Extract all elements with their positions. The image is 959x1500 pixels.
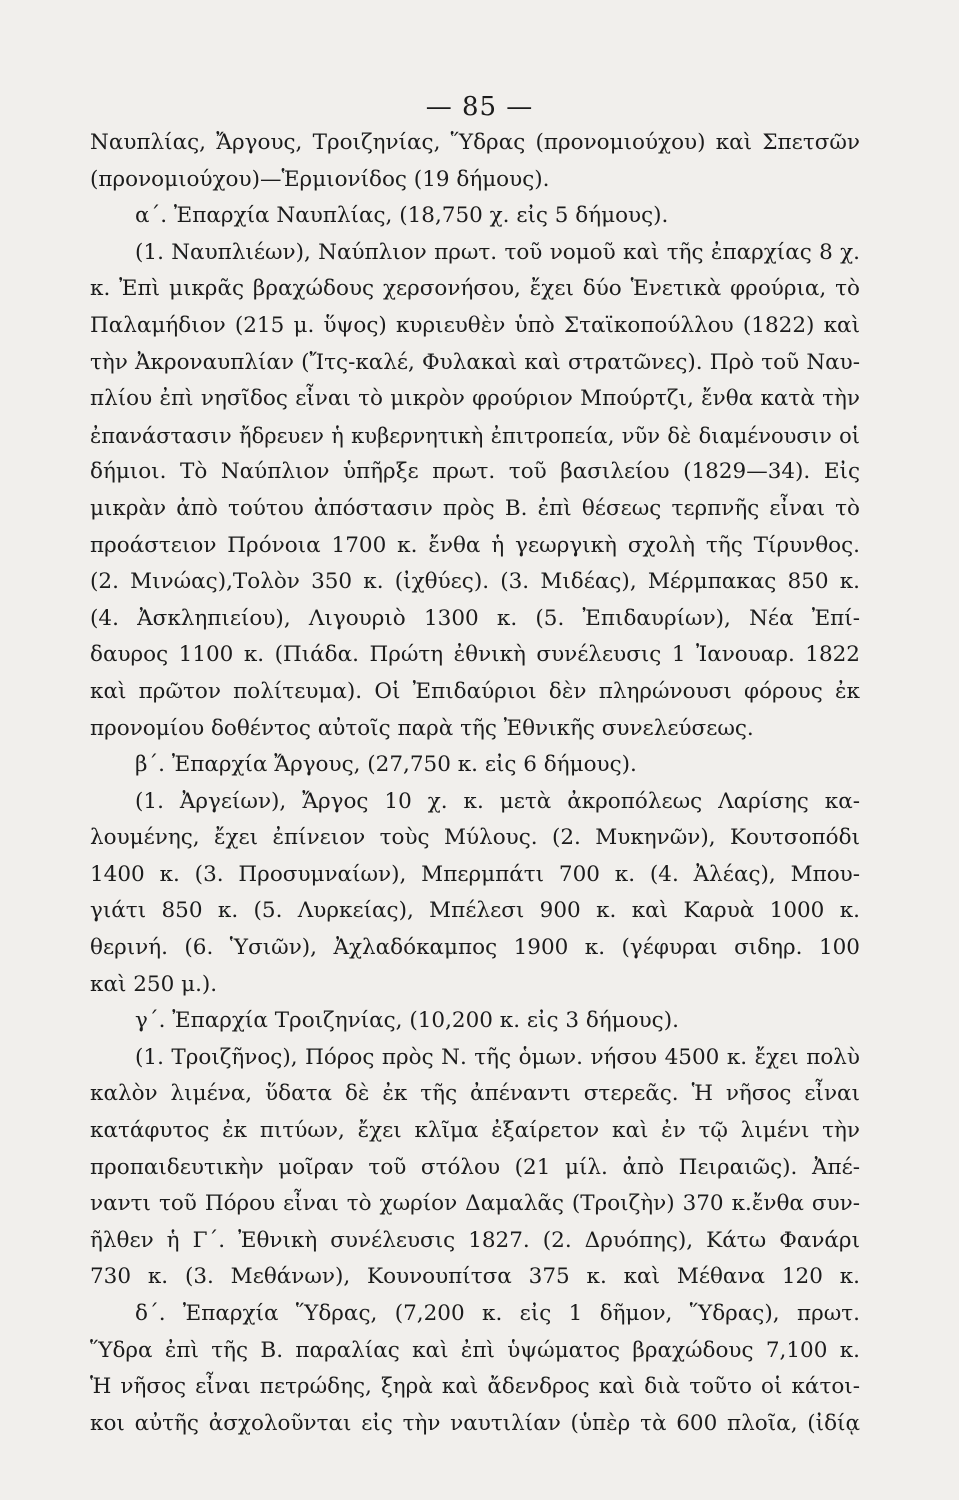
text-line: ἐπανάστασιν ἤδρευεν ἡ κυβερνητικὴ ἐπιτροπεία, νῦν δὲ διαμένουσιν οἱ [90,423,860,448]
text-line: προάστειον Πρόνοια 1700 κ. ἔνθα ἡ γεωργικὴ σχολὴ τῆς Τίρυνθος. [90,532,860,558]
text-line: καὶ πρῶτον πολίτευμα). Οἱ Ἐπιδαύριοι δὲν πληρώνουσι φόρους ἐκ [90,678,860,704]
text-line: (προνομιούχου)—Ἑρμιονίδος (19 δήμους). [90,166,550,192]
text-line: (1. Ἀργείων), Ἄργος 10 χ. κ. μετὰ ἀκροπόλεως Λαρίσης κα- [135,788,860,814]
text-line: (4. Ἀσκληπιείου), Λιγουριὸ 1300 κ. (5. Ἐπιδαυρίων), Νέα Ἐπί- [90,605,860,631]
text-line: 1400 κ. (3. Προσυμναίων), Μπερμπάτι 700 κ. (4. Ἀλέας), Μπου- [90,861,860,887]
text-line: πλίου ἐπὶ νησῖδος εἶναι τὸ μικρὸν φρούριον Μπούρτζι, ἔνθα κατὰ τὴν [90,386,860,412]
section-heading: δ΄. Ἐπαρχία Ὕδρας, (7,200 κ. εἰς 1 δῆμον, Ὕδρας), πρωτ. [135,1301,860,1326]
text-line: δαυρος 1100 κ. (Πιάδα. Πρώτη ἐθνικὴ συνέλευσις 1 Ἰανουαρ. 1822 [90,642,860,668]
text-line: λουμένης, ἔχει ἐπίνειον τοὺς Μύλους. (2. Μυκηνῶν), Κουτσοπόδι [90,825,860,851]
text-line: καλὸν λιμένα, ὕδατα δὲ ἐκ τῆς ἀπέναντι στερεᾶς. Ἡ νῆσος εἶναι [90,1081,860,1107]
text-line: Ὕδρα ἐπὶ τῆς Β. παραλίας καὶ ἐπὶ ὑψώματος βραχώδους 7,100 κ. [90,1337,860,1363]
text-line: (1. Τροιζῆνος), Πόρος πρὸς Ν. τῆς ὁμων. νήσου 4500 κ. ἔχει πολὺ [135,1044,860,1070]
text-line: (1. Ναυπλιέων), Ναύπλιον πρωτ. τοῦ νομοῦ καὶ τῆς ἐπαρχίας 8 χ. [135,239,860,265]
text-line: μικρὰν ἀπὸ τούτου ἀπόστασιν πρὸς Β. ἐπὶ θέσεως τερπνῆς εἶναι τὸ [90,495,860,521]
text-line: προνομίου δοθέντος αὐτοῖς παρὰ τῆς Ἐθνικῆς συνελεύσεως. [90,715,754,741]
text-line: προπαιδευτικὴν μοῖραν τοῦ στόλου (21 μίλ. ἀπὸ Πειραιῶς). Ἀπέ- [90,1154,860,1180]
text-line: Ναυπλίας, Ἄργους, Τροιζηνίας, Ὕδρας (προνομιούχου) καὶ Σπετσῶν [90,130,860,155]
page-number: — 85 — [425,92,534,122]
page-text [90,125,860,1442]
text-line: τὴν Ἀκροναυπλίαν (Ἴτς-καλέ, Φυλακαὶ καὶ στρατῶνες). Πρὸ τοῦ Ναυ- [90,349,860,375]
text-line: κ. Ἐπὶ μικρᾶς βραχώδους χερσονήσου, ἔχει δύο Ἑνετικὰ φρούρια, τὸ [90,276,860,302]
text-line: Παλαμήδιον (215 μ. ὕψος) κυριευθὲν ὑπὸ Σταϊκοπούλλου (1822) καὶ [90,312,860,338]
text-line: ῆλθεν ἡ Γ΄. Ἐθνικὴ συνέλευσις 1827. (2. Δρυόπης), Κάτω Φανάρι [90,1227,860,1253]
text-line: γιάτι 850 κ. (5. Λυρκείας), Μπέλεσι 900 κ. καὶ Καρυὰ 1000 κ. [90,898,860,924]
text-line: θερινή. (6. Ὑσιῶν), Ἀχλαδόκαμπος 1900 κ. (γέφυραι σιδηρ. 100 [90,935,860,961]
section-heading: β΄. Ἐπαρχία Ἄργους, (27,750 κ. εἰς 6 δήμους). [135,752,637,778]
text-line: δήμιοι. Τὸ Ναύπλιον ὑπῆρξε πρωτ. τοῦ βασιλείου (1829—34). Εἰς [90,459,860,485]
section-heading: α΄. Ἐπαρχία Ναυπλίας, (18,750 χ. εἰς 5 δήμους). [135,203,669,229]
section-heading: γ΄. Ἐπαρχία Τροιζηνίας, (10,200 κ. εἰς 3 δήμους). [135,1008,679,1034]
text-line: καὶ 250 μ.). [90,971,218,997]
text-line: κατάφυτος ἐκ πιτύων, ἔχει κλῖμα ἐξαίρετον καὶ ἐν τῷ λιμένι τὴν [90,1118,860,1144]
text-line: κοι αὐτῆς ἀσχολοῦνται εἰς τὴν ναυτιλίαν (ὑπὲρ τὰ 600 πλοῖα, (ἰδίᾳ [90,1410,860,1436]
text-line: (2. Μινώας),Τολὸν 350 κ. (ἰχθύες). (3. Μιδέας), Μέρμπακας 850 κ. [90,569,860,595]
text-line: Ἡ νῆσος εἶναι πετρώδης, ξηρὰ καὶ ἄδενδρος καὶ διὰ τοῦτο οἱ κάτοι- [90,1374,860,1400]
text-line: 730 κ. (3. Μεθάνων), Κουνουπίτσα 375 κ. καὶ Μέθανα 120 κ. [90,1264,860,1290]
text-line: ναντι τοῦ Πόρου εἶναι τὸ χωρίον Δαμαλᾶς (Τροιζὴν) 370 κ.ἔνθα συν- [90,1191,860,1217]
